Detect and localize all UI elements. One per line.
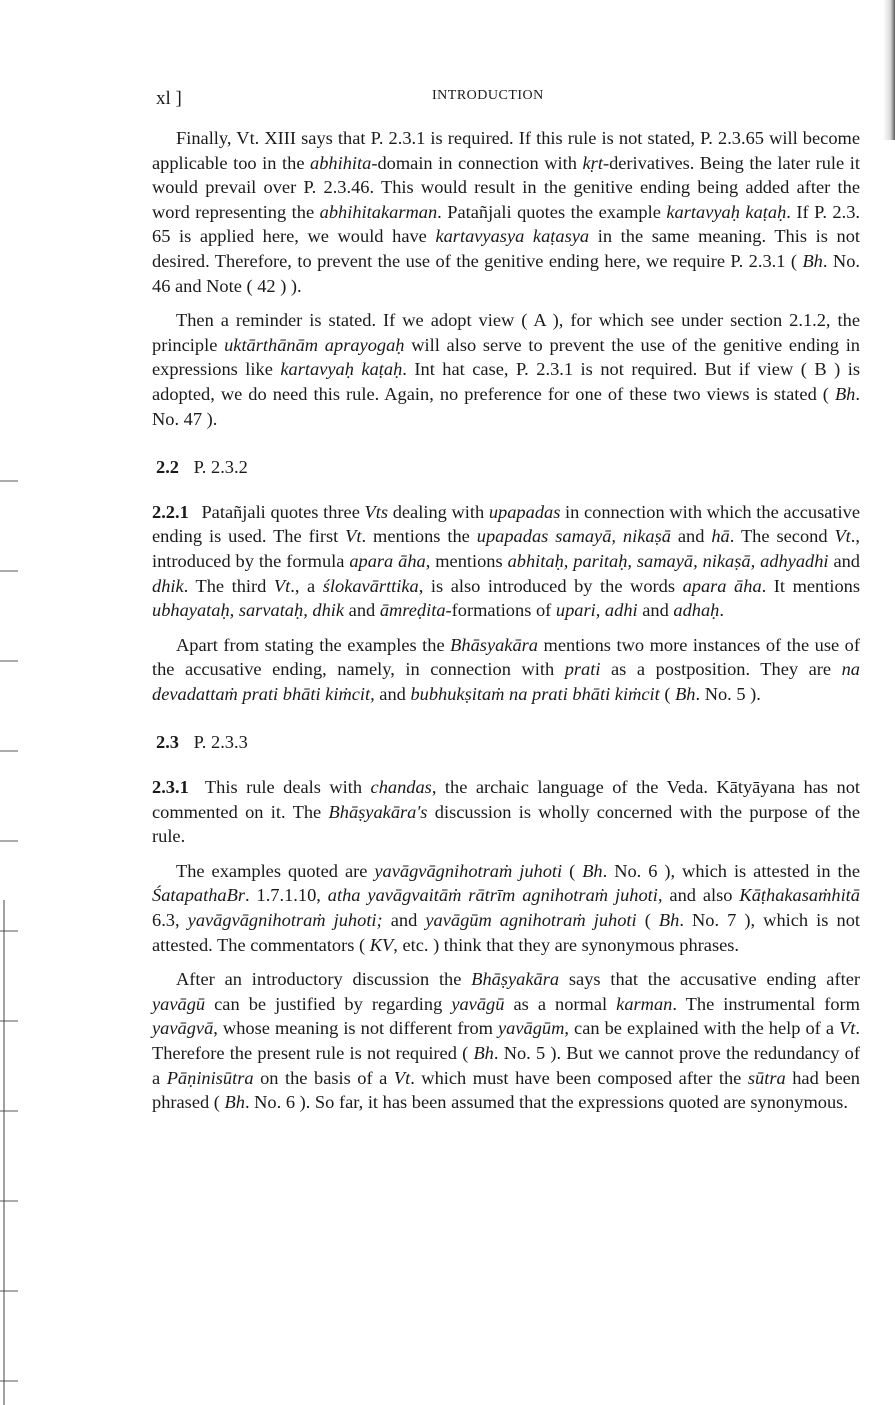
paragraph-text <box>152 777 860 846</box>
text-run: . The second <box>729 526 835 547</box>
italic-term: Bhāṣyakāra <box>471 969 560 990</box>
italic-term: abhitaḥ, paritaḥ, samayā, nikaṣā, adhyadhi <box>507 550 829 571</box>
paragraph <box>152 126 860 298</box>
text-run: . It mentions <box>761 575 860 596</box>
italic-term: apara āha <box>349 550 426 571</box>
subsection-number: 2.3.1 <box>152 777 189 798</box>
italic-term: upapadas <box>488 501 561 522</box>
italic-term: yavāgū <box>152 993 206 1014</box>
text-run: . If P. 2.3. 65 is applied here, we would have <box>152 201 860 247</box>
page-edge-shadow <box>883 0 895 140</box>
section-title: P. 2.3.2 <box>193 457 248 478</box>
italic-term: yavāgūm agnihotraṁ juhoti <box>425 910 637 931</box>
text-run: and <box>637 600 674 621</box>
text-run: and <box>344 600 380 621</box>
italic-term: upapadas samayā, nikaṣā <box>476 526 671 547</box>
text-run: will also serve to prevent the use of the genitive ending in expressions like <box>152 334 860 380</box>
italic-term: kartavyaḥ kaṭaḥ <box>280 359 403 380</box>
text-run: as a postposition. They are <box>600 659 842 680</box>
italic-term: karman <box>616 993 673 1014</box>
italic-term: chandas <box>370 777 432 798</box>
text-run: had been phrased ( <box>152 1067 861 1113</box>
text-run: . which must have been composed after the <box>410 1067 748 1088</box>
text-run: -formations of <box>445 600 556 621</box>
text-run: can be justified by regarding <box>205 993 452 1014</box>
italic-term: Vts <box>364 501 389 522</box>
italic-term: dhik <box>152 575 184 596</box>
text-run: . No. 7 ), which is not attested. The commentators ( <box>152 910 861 955</box>
italic-term: Vt <box>839 1018 856 1039</box>
paragraph <box>152 308 860 431</box>
text-run: says that the accusative ending after <box>559 969 860 990</box>
italic-term: ślokavārttika <box>322 575 419 596</box>
text-run: and <box>828 550 860 571</box>
text-run: . mentions the <box>361 526 477 547</box>
text-run: , mentions <box>425 550 508 571</box>
text-run: -domain in connection with <box>371 152 583 173</box>
text-run: and <box>670 526 712 547</box>
section-heading <box>156 455 860 480</box>
text-run: Then a reminder is stated. If we adopt view ( A ), for which see under section 2.1.2, the principle <box>152 310 860 355</box>
text-run: , can be explained with the help of a <box>564 1018 840 1039</box>
text-run: The examples quoted are <box>176 860 375 881</box>
italic-term: Vt <box>393 1067 411 1088</box>
italic-term: yavāgvāgnihotraṁ juhoti; <box>187 910 383 931</box>
text-run: -derivatives. Being the later rule it would prevail over P. 2.3.46. This would result in the genitive ending being added after the word representing the <box>152 152 860 222</box>
text-run: . Patañjali quotes the example <box>437 201 667 222</box>
text-run: Patañjali quotes three <box>201 501 365 522</box>
text-run: . Therefore the present rule is not required ( <box>152 1018 861 1063</box>
text-run: ., introduced by the formula <box>152 526 860 571</box>
italic-term: Bh <box>834 383 856 404</box>
page-number: xl ] <box>156 88 182 109</box>
italic-term: Bh <box>658 910 680 931</box>
italic-term: na devadattaṁ prati bhāti kiṁcit, <box>152 659 860 704</box>
paragraph-text <box>152 502 860 620</box>
text-run: discussion is wholly concerned with the purpose of the rule. <box>152 801 860 847</box>
italic-term: āmreḍita <box>379 600 446 621</box>
italic-term: prati <box>564 659 601 680</box>
italic-term: Pāṇinisūtra <box>166 1067 254 1088</box>
italic-term: kṛt <box>582 152 603 173</box>
italic-term: upari, adhi <box>555 600 638 621</box>
italic-term: hā <box>711 526 730 547</box>
text-run: After an introductory discussion the <box>176 969 472 990</box>
italic-term: apara āha <box>682 575 762 596</box>
italic-term: Vt <box>273 575 291 596</box>
italic-term: Bh <box>675 683 696 704</box>
italic-term: atha yavāgvaitāṁ rātrīm agnihotraṁ juhoti, <box>327 885 663 906</box>
text-run: . Int hat case, P. 2.3.1 is not required. But if view ( B ) is adopted, we do need this rule. Again, no preference for one of these two views is stated ( <box>152 359 860 404</box>
text-run: . <box>719 600 724 621</box>
italic-term: Bh <box>224 1092 245 1113</box>
text-run: in connection with which the accusative ending is used. The first <box>152 501 860 547</box>
italic-term: Bhāsyakāra <box>450 634 539 655</box>
text-run: dealing with <box>388 501 489 522</box>
paragraph <box>152 633 860 707</box>
text-run: Apart from stating the examples the <box>176 634 451 655</box>
running-head: INTRODUCTION <box>432 88 544 103</box>
text-run: , whose meaning is not different from <box>213 1018 498 1039</box>
text-run: , etc. ) think that they are synonymous phrases. <box>393 934 740 955</box>
text-run: . No. 6 ). So far, it has been assumed that the expressions quoted are synonymous. <box>244 1092 848 1113</box>
italic-term: yavāgvā <box>152 1018 214 1039</box>
italic-term: Bh <box>802 250 823 271</box>
italic-term: ŚatapathaBr <box>152 885 245 906</box>
italic-term: sūtra <box>747 1067 786 1088</box>
subsection-number: 2.2.1 <box>152 501 189 522</box>
text-run: on the basis of a <box>253 1067 394 1088</box>
text-run: Finally, Vt. XIII says that P. 2.3.1 is required. If this rule is not stated, P. 2.3.65 will become applicable too in the <box>152 128 860 173</box>
text-run: . No. 5 ). <box>695 683 761 704</box>
italic-term: yavāgū <box>451 993 505 1014</box>
paragraph <box>152 775 860 849</box>
text-run: ( <box>562 860 583 881</box>
text-run: as a normal <box>504 993 617 1014</box>
section-title: P. 2.3.3 <box>193 732 248 753</box>
section-number: 2.3 <box>156 732 179 753</box>
paragraph <box>152 859 860 957</box>
text-run: . No. 5 ). But we cannot prove the redundancy of a <box>152 1043 861 1088</box>
text-run: 6.3, <box>152 910 188 931</box>
text-run: ., a <box>290 575 323 596</box>
text-run: . No. 6 ), which is attested in the <box>602 860 861 881</box>
text-run: and <box>374 683 411 704</box>
text-run: and also <box>662 885 740 906</box>
italic-term: Bh <box>582 860 603 881</box>
text-run: in the same meaning. This is not desired. Therefore, to prevent the use of the genitive ending here, we require P. 2.3.1 ( <box>152 226 860 271</box>
italic-term: ubhayataḥ, sarvataḥ, dhik <box>152 600 345 621</box>
text-run: . No. 46 and Note ( 42 ) ). <box>152 250 860 296</box>
text-run: , is also introduced by the words <box>418 575 683 596</box>
italic-term: abhihitakarman <box>319 201 438 222</box>
italic-term: Bh <box>473 1043 494 1063</box>
italic-term: uktārthānām aprayogaḥ <box>224 334 405 355</box>
page-header <box>156 88 862 114</box>
page-body <box>152 126 860 1125</box>
text-run: . 1.7.1.10, <box>244 885 328 906</box>
text-run: . The third <box>183 575 274 596</box>
italic-term: Vt <box>345 526 362 547</box>
paragraph <box>152 967 860 1115</box>
italic-term: yavāgvāgnihotraṁ juhoti <box>374 860 563 881</box>
italic-term: Kāṭhakasaṁhitā <box>739 885 860 906</box>
text-run: . The instrumental form <box>672 993 860 1014</box>
text-run: This rule deals with <box>204 777 371 798</box>
section-number: 2.2 <box>156 457 179 478</box>
text-run: ( <box>659 683 676 704</box>
italic-term: adhaḥ <box>673 600 720 621</box>
text-run: . No. 47 ). <box>152 383 860 429</box>
paragraph <box>152 500 860 623</box>
scan-margin-line <box>3 900 5 1405</box>
text-run: mentions two more instances of the use of the accusative ending, namely, in connection with <box>152 634 860 680</box>
text-run: ( <box>636 910 659 931</box>
italic-term: yavāgūm <box>498 1018 565 1039</box>
italic-term: Bhāṣyakāra's <box>328 801 428 822</box>
text-run: , the archaic language of the Veda. Kātyāyana has not commented on it. The <box>152 777 860 822</box>
italic-term: bubhukṣitaṁ na prati bhāti kiṁcit <box>410 683 660 704</box>
italic-term: Vt <box>834 526 851 547</box>
section-heading <box>156 730 860 755</box>
text-run: and <box>382 910 426 931</box>
italic-term: KV <box>369 934 394 955</box>
italic-term: abhihita <box>310 152 372 173</box>
italic-term: kartavyasya kaṭasya <box>435 226 590 247</box>
italic-term: kartavyaḥ kaṭaḥ <box>666 201 787 222</box>
